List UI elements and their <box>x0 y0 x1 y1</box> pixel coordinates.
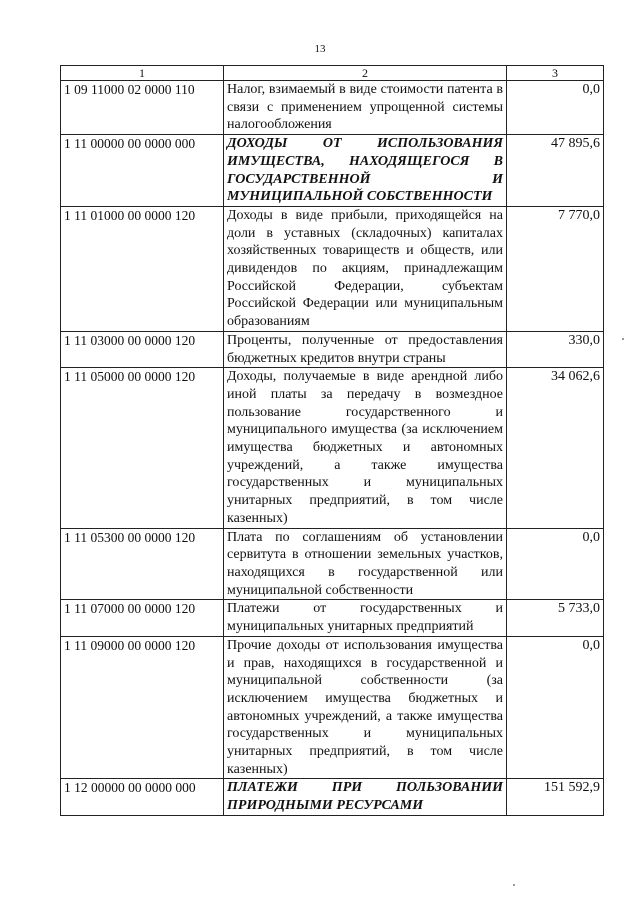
row-name: Налог, взимаемый в виде стоимости патента в связи с применением упрощенной системы налогообложения <box>224 81 507 135</box>
row-amount: 330,0 <box>507 331 604 367</box>
row-amount: 7 770,0 <box>507 206 604 331</box>
table-row <box>61 528 604 600</box>
header-row <box>61 66 604 81</box>
row-code: 1 11 09000 00 0000 120 <box>61 636 224 779</box>
scan-speck <box>622 338 624 340</box>
row-amount: 47 895,6 <box>507 135 604 207</box>
table-row <box>61 135 604 207</box>
row-amount: 0,0 <box>507 636 604 779</box>
row-code: 1 11 03000 00 0000 120 <box>61 331 224 367</box>
row-amount: 0,0 <box>507 81 604 135</box>
row-name: Прочие доходы от использования имущества и прав, находящихся в государственной и муниципальной собственности (за исключением имущества бюджетных и автономных учреждений, а также имущества государственных и муниципальных унитарных предприятий, в том числе казенных) <box>224 636 507 779</box>
row-name: ДОХОДЫ ОТ ИСПОЛЬЗОВАНИЯ ИМУЩЕСТВА, НАХОДЯЩЕГОСЯ В ГОСУДАРСТВЕННОЙ И МУНИЦИПАЛЬНОЙ СОБСТВЕННОСТИ <box>224 135 507 207</box>
row-amount: 0,0 <box>507 528 604 600</box>
row-code: 1 12 00000 00 0000 000 <box>61 779 224 815</box>
row-code: 1 11 01000 00 0000 120 <box>61 206 224 331</box>
table-row <box>61 206 604 331</box>
row-amount: 34 062,6 <box>507 368 604 528</box>
column-header-amount: 3 <box>507 66 604 81</box>
scan-speck <box>513 884 515 886</box>
row-code: 1 09 11000 02 0000 110 <box>61 81 224 135</box>
row-amount: 151 592,9 <box>507 779 604 815</box>
row-name: Доходы, получаемые в виде арендной либо иной платы за передачу в возмездное пользование государственного и муниципального имущества (за исключением имущества бюджетных и автономных учреждений, а также имущества государственных и муниципальных унитарных предприятий, в том числе казенных) <box>224 368 507 528</box>
row-name: Доходы в виде прибыли, приходящейся на доли в уставных (складочных) капиталах хозяйственных товариществ и обществ, или дивидендов по акциям, принадлежащим Российской Федерации, субъектам Российской Федерации или муниципальным образованиям <box>224 206 507 331</box>
row-name: ПЛАТЕЖИ ПРИ ПОЛЬЗОВАНИИ ПРИРОДНЫМИ РЕСУРСАМИ <box>224 779 507 815</box>
revenue-table <box>60 65 604 816</box>
table-row <box>61 331 604 367</box>
page-number: 13 <box>314 43 326 55</box>
row-name: Проценты, полученные от предоставления бюджетных кредитов внутри страны <box>224 331 507 367</box>
row-code: 1 11 00000 00 0000 000 <box>61 135 224 207</box>
table-row <box>61 636 604 779</box>
table-row <box>61 368 604 528</box>
table-row <box>61 779 604 815</box>
row-name: Плата по соглашениям об установлении сервитута в отношении земельных участков, находящихся в государственной или муниципальной собственности <box>224 528 507 600</box>
row-code: 1 11 05000 00 0000 120 <box>61 368 224 528</box>
row-amount: 5 733,0 <box>507 600 604 636</box>
row-code: 1 11 05300 00 0000 120 <box>61 528 224 600</box>
row-code: 1 11 07000 00 0000 120 <box>61 600 224 636</box>
column-header-name: 2 <box>224 66 507 81</box>
row-name: Платежи от государственных и муниципальных унитарных предприятий <box>224 600 507 636</box>
table-row <box>61 600 604 636</box>
table-row <box>61 81 604 135</box>
column-header-code: 1 <box>61 66 224 81</box>
